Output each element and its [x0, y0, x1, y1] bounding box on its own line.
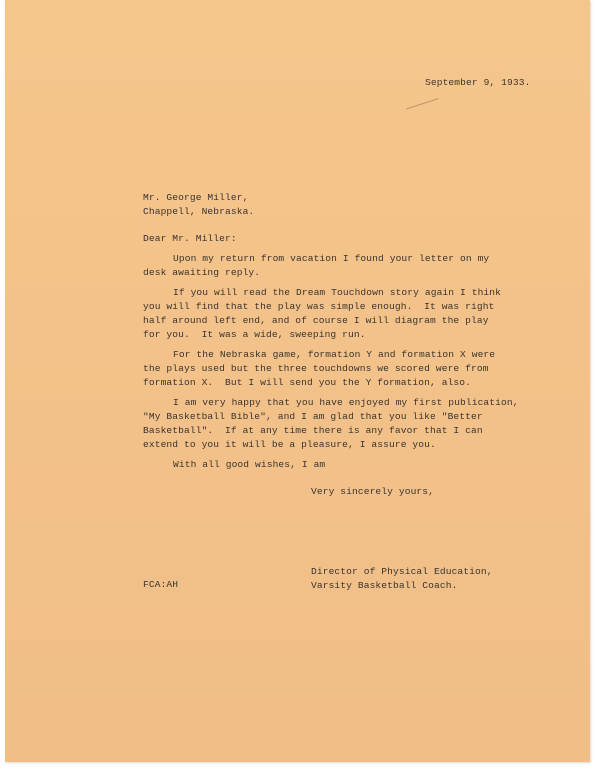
- body-line: For the Nebraska game, formation Y and formation X were: [173, 349, 496, 360]
- body-line: I am very happy that you have enjoyed my first publication,: [173, 397, 519, 408]
- letter-sheet: [5, 0, 590, 762]
- closing: Very sincerely yours,: [311, 486, 435, 497]
- salutation: Dear Mr. Miller:: [143, 233, 237, 244]
- body-line: If you will read the Dream Touchdown story again I think: [173, 287, 502, 298]
- recipient-name: Mr. George Miller,: [143, 192, 249, 203]
- body-line: Upon my return from vacation I found your letter on my: [173, 253, 490, 264]
- recipient-address: Chappell, Nebraska.: [143, 206, 255, 217]
- letter-date: September 9, 1933.: [425, 77, 531, 88]
- body-line: for you. It was a wide, sweeping run.: [143, 329, 366, 340]
- signature-title-2: Varsity Basketball Coach.: [311, 580, 458, 591]
- reference-initials: FCA:AH: [143, 579, 179, 590]
- body-line: With all good wishes, I am: [173, 459, 326, 470]
- body-line: extend to you it will be a pleasure, I assure you.: [143, 439, 436, 450]
- ink-smudge: [406, 98, 442, 119]
- body-line: desk awaiting reply.: [143, 267, 261, 278]
- body-line: you will find that the play was simple enough. It was right: [143, 301, 495, 312]
- body-line: formation X. But I will send you the Y formation, also.: [143, 377, 472, 388]
- body-line: the plays used but the three touchdowns we scored were from: [143, 363, 489, 374]
- body-line: half around left end, and of course I will diagram the play: [143, 315, 489, 326]
- body-line: Basketball". If at any time there is any favor that I can: [143, 425, 483, 436]
- body-line: "My Basketball Bible", and I am glad that you like "Better: [143, 411, 483, 422]
- signature-title-1: Director of Physical Education,: [311, 566, 493, 577]
